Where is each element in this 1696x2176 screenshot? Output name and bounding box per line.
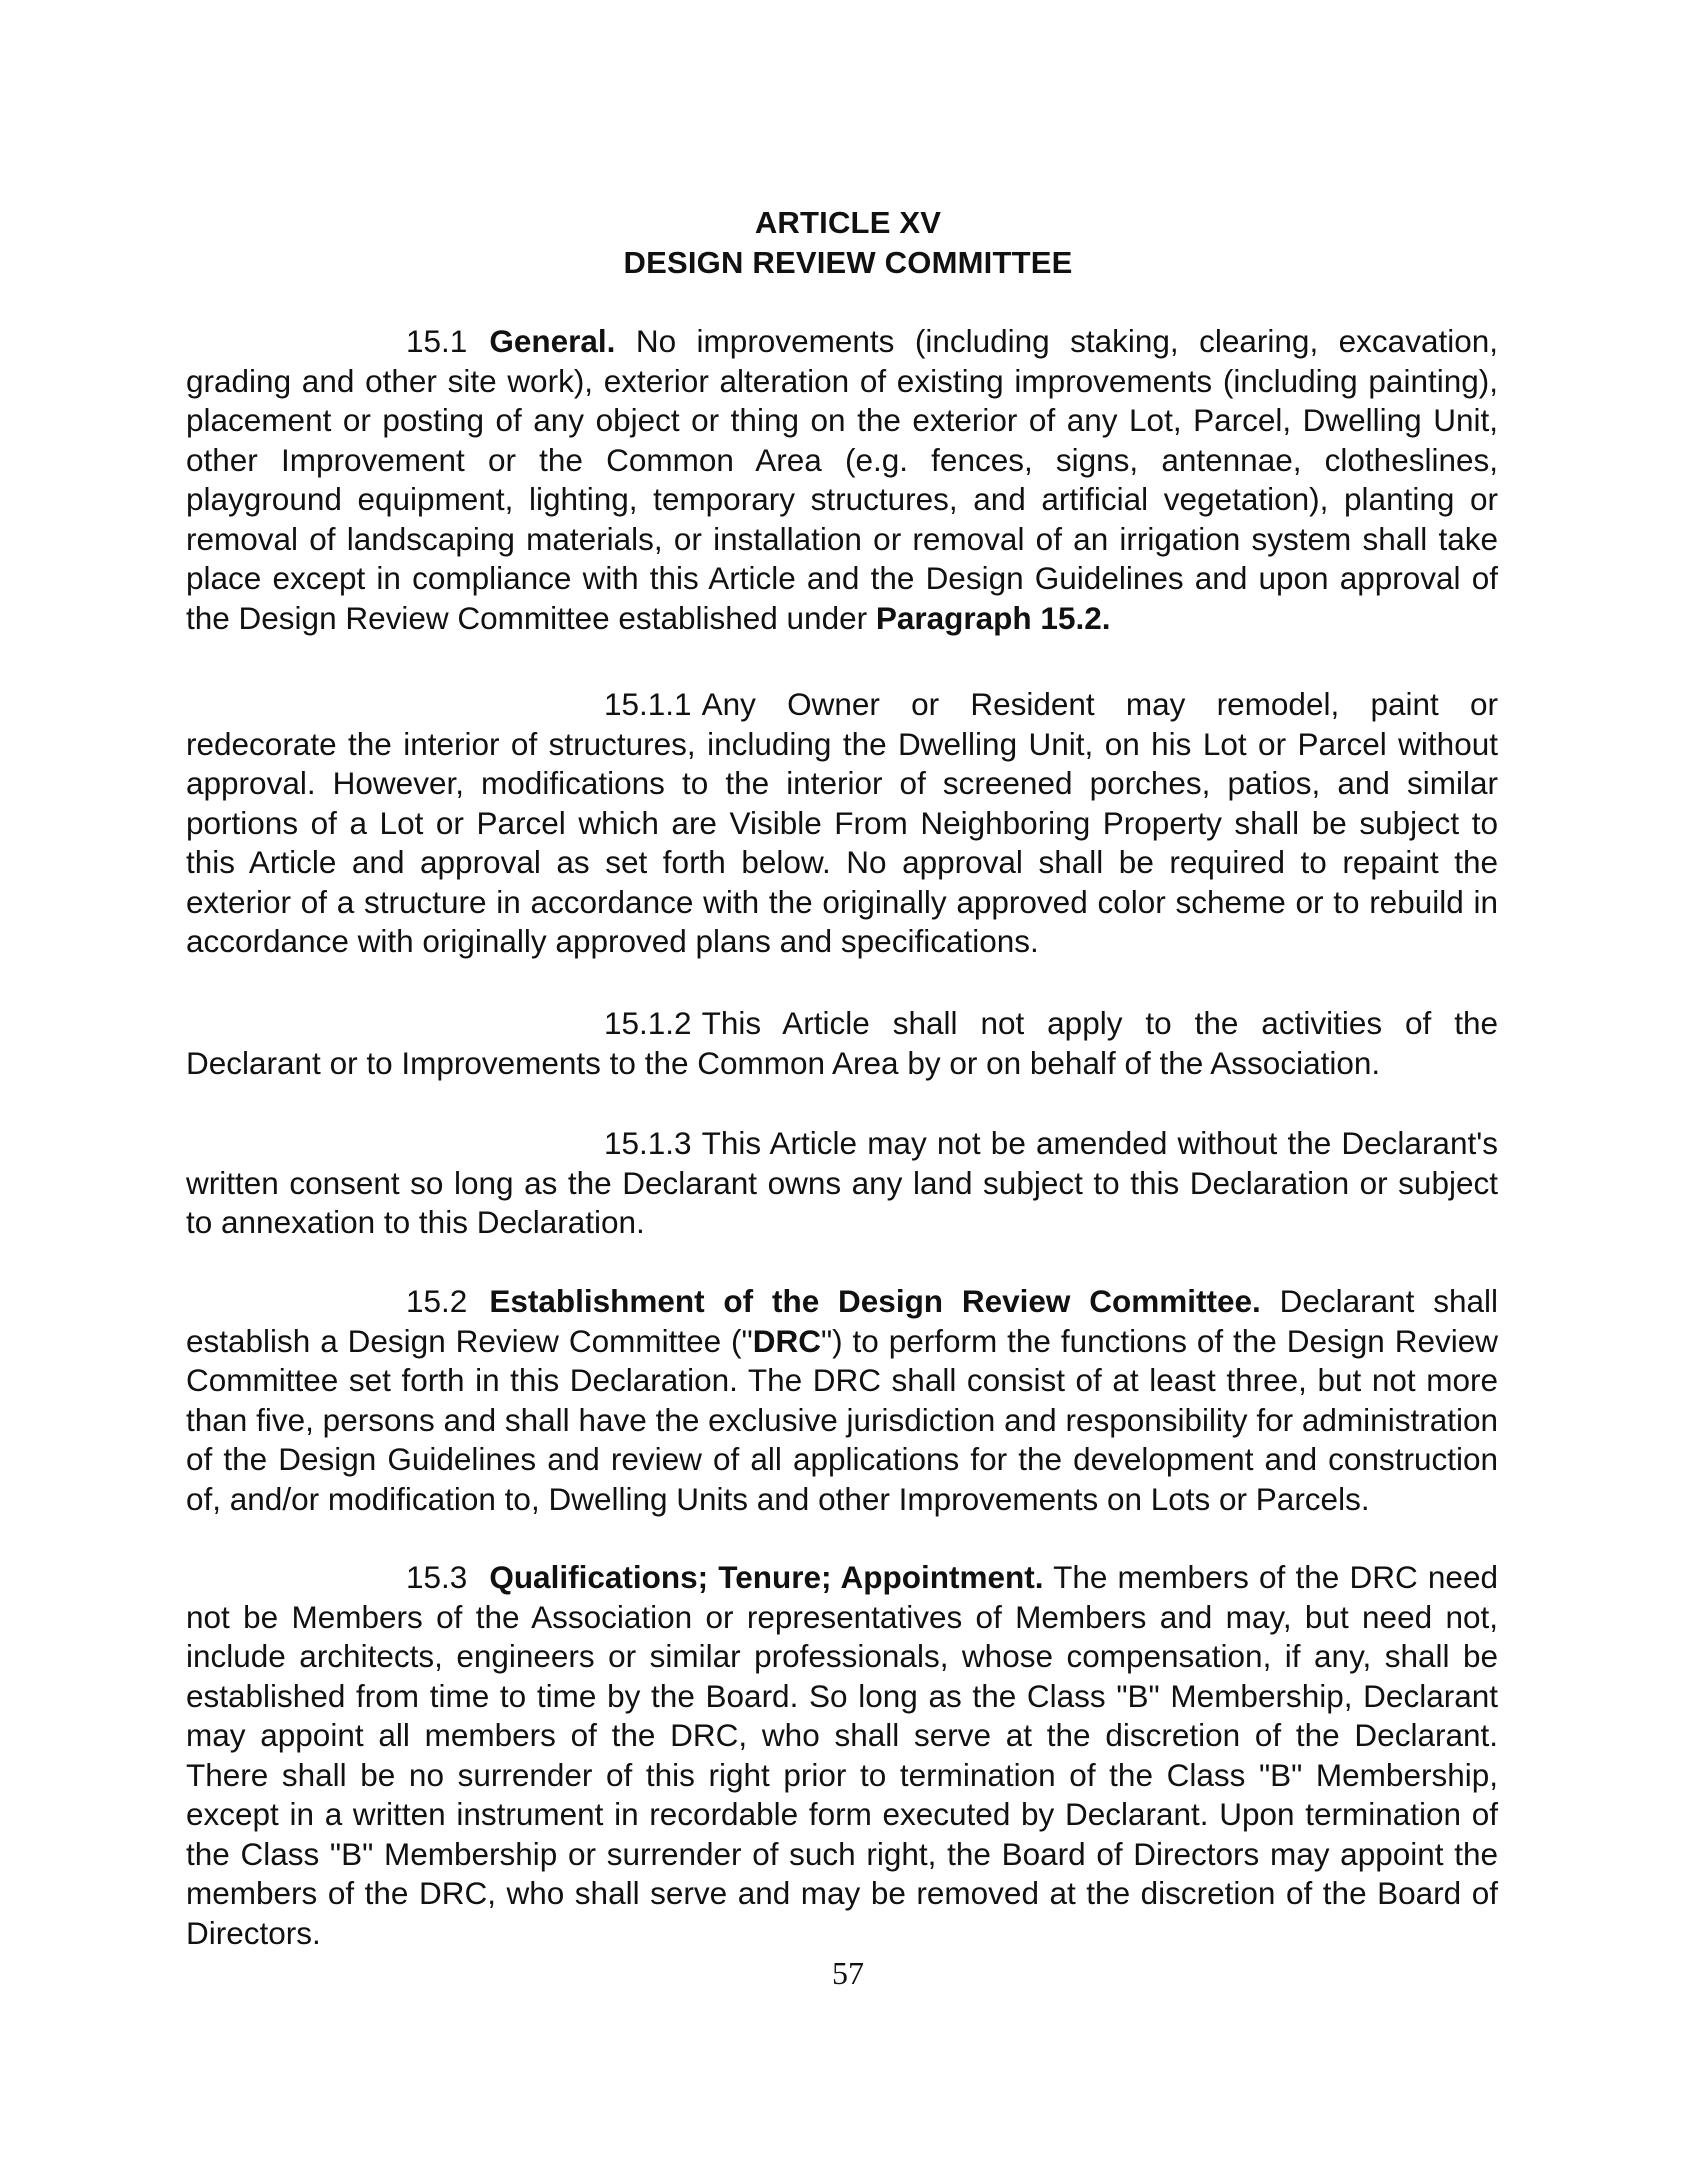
section-text-continued: ") to perform the functions of the Design Review Committee set forth in this Declaration. The DRC shall consist of at least three, but not more than five, persons and shall have the exclusive jurisdiction and responsibility for administration of the Design Guidelines and review of all applications for the development and construction of, and/or modification to, Dwelling Units and other Improvements on Lots or Parcels. xyxy=(186,1322,1498,1517)
section-15-1-2 xyxy=(186,1004,1498,1083)
section-heading: Qualifications; Tenure; Appointment. xyxy=(489,1559,1044,1595)
section-heading: General. xyxy=(489,323,616,359)
article-title: DESIGN REVIEW COMMITTEE xyxy=(623,245,1073,280)
section-number: 15.1.1 xyxy=(604,686,692,722)
section-text-end: . xyxy=(1101,599,1111,636)
section-text: Declarant shall establish a Design Review Committee (" xyxy=(186,1283,1498,1359)
section-text: Any Owner or Resident may remodel, paint or redecorate the interior of structures, including the Dwelling Unit, on his Lot or Parcel without approval. However, modifications to the interior of screened porches, patios, and similar portions of a Lot or Parcel which are Visible From Neighboring Property shall be subject to this Article and approval as set forth below. No approval shall be required to repaint the exterior of a structure in accordance with the originally approved color scheme or to rebuild in accordance with originally approved plans and specifications. xyxy=(186,686,1498,959)
section-15-2 xyxy=(186,1282,1498,1519)
page-number: 57 xyxy=(832,1955,864,1991)
section-text: No improvements (including staking, clearing, excavation, grading and other site work), exterior alteration of existing improvements (including painting), placement or posting of any object or thing on the exterior of any Lot, Parcel, Dwelling Unit, other Improvement or the Common Area (e.g. fences, signs, antennae, clotheslines, playground equipment, lighting, temporary structures, and artificial vegetation), planting or removal of landscaping materials, or installation or removal of an irrigation system shall take place except in compliance with this Article and the Design Guidelines and upon approval of the Design Review Committee established under xyxy=(186,323,1498,636)
section-number: 15.3 xyxy=(406,1559,468,1595)
paragraph-reference: Paragraph 15.2 xyxy=(875,599,1102,636)
section-15-1-1-paragraph xyxy=(186,685,1498,962)
section-number: 15.1 xyxy=(406,323,468,359)
section-heading: Establishment of the Design Review Committee. xyxy=(489,1283,1261,1319)
section-15-1-2-paragraph xyxy=(186,1004,1498,1083)
section-15-2-paragraph xyxy=(186,1282,1498,1519)
article-number: ARTICLE XV xyxy=(754,205,942,240)
section-number: 15.1.3 xyxy=(604,1125,692,1161)
section-15-3 xyxy=(186,1558,1498,1953)
defined-term: DRC xyxy=(752,1322,821,1359)
section-number: 15.1.2 xyxy=(604,1005,692,1041)
section-text: This Article shall not apply to the activities of the Declarant or to Improvements to the Common Area by or on behalf of the Association. xyxy=(186,1005,1498,1081)
section-15-1-paragraph xyxy=(186,322,1498,638)
section-15-1-3-paragraph xyxy=(186,1124,1498,1243)
section-15-1-1 xyxy=(186,685,1498,962)
section-15-1 xyxy=(186,322,1498,638)
section-number: 15.2 xyxy=(406,1283,468,1319)
section-text: The members of the DRC need not be Members of the Association or representatives of Members and may, but need not, include architects, engineers or similar professionals, whose compensation, if any, shall be established from time to time by the Board. So long as the Class "B" Membership, Declarant may appoint all members of the DRC, who shall serve at the discretion of the Declarant. There shall be no surrender of this right prior to termination of the Class "B" Membership, except in a written instrument in recordable form executed by Declarant. Upon termination of the Class "B" Membership or surrender of such right, the Board of Directors may appoint the members of the DRC, who shall serve and may be removed at the discretion of the Board of Directors. xyxy=(186,1559,1498,1951)
section-text: This Article may not be amended without the Declarant's written consent so long as the Declarant owns any land subject to this Declaration or subject to annexation to this Declaration. xyxy=(186,1125,1498,1240)
section-15-1-3 xyxy=(186,1124,1498,1243)
article-header xyxy=(0,203,1696,283)
section-15-3-paragraph xyxy=(186,1558,1498,1953)
